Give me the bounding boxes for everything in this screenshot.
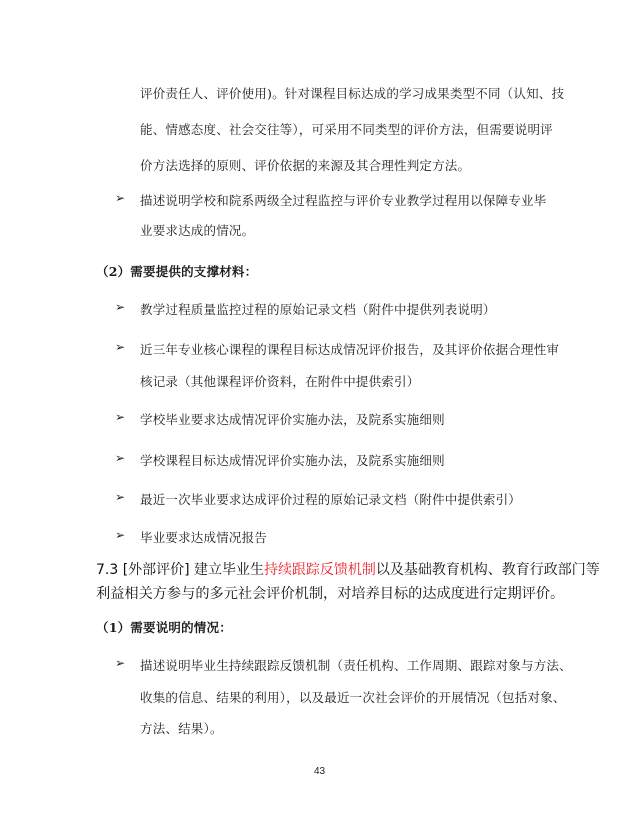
page-number: 43 (313, 766, 326, 777)
highlighted-phrase: 持续跟踪反馈机制 (263, 562, 376, 578)
section-7-3-line (96, 559, 600, 579)
list-item: 毕业要求达成情况报告 (140, 530, 268, 545)
bullet-text: 描述说明毕业生持续跟踪反馈机制（责任机构、工作周期、跟踪对象与方法、 (140, 658, 572, 673)
para-line: 能、情感态度、社会交往等），可采用不同类型的评价方法，但需要说明评 (140, 122, 553, 137)
arrow-bullet-icon: ➢ (115, 300, 126, 314)
bullet-text: 业要求达成的情况。 (140, 223, 255, 238)
para-line: 评价责任人、评价使用)。针对课程目标达成的学习成果类型不同（认知、技 (140, 86, 565, 101)
subheading-materials: （2）需要提供的支撑材料： (96, 264, 258, 279)
section-7-3-text: 以及基础教育机构、教育行政部门等 (375, 562, 600, 578)
arrow-bullet-icon: ➢ (115, 528, 126, 542)
section-7-3-line: 利益相关方参与的多元社会评价机制，对培养目标的达成度进行定期评价。 (96, 586, 565, 602)
subheading-situation: （1）需要说明的情况： (96, 620, 232, 635)
list-item: 学校课程目标达成情况评价实施办法，及院系实施细则 (140, 453, 445, 468)
arrow-bullet-icon: ➢ (115, 490, 126, 504)
section-7-3-text: 7.3 [外部评价] 建立毕业生 (96, 562, 264, 578)
list-item: 近三年专业核心课程的课程目标达成情况评价报告，及其评价依据合理性审 (140, 342, 560, 357)
bullet-text: 收集的信息、结果的利用），以及最近一次社会评价的开展情况（包括对象、 (140, 690, 566, 705)
list-item: 学校毕业要求达成情况评价实施办法，及院系实施细则 (140, 412, 445, 427)
list-item: 最近一次毕业要求达成评价过程的原始记录文档（附件中提供索引） (140, 492, 522, 507)
arrow-bullet-icon: ➢ (115, 340, 126, 354)
arrow-bullet-icon: ➢ (115, 191, 126, 205)
bullet-text: 方法、结果）。 (140, 721, 223, 736)
bullet-text: 描述说明学校和院系两级全过程监控与评价专业教学过程用以保障专业毕 (140, 193, 547, 208)
list-item: 核记录（其他课程评价资料，在附件中提供索引） (140, 374, 420, 389)
para-line: 价方法选择的原则、评价依据的来源及其合理性判定方法。 (140, 158, 471, 173)
arrow-bullet-icon: ➢ (115, 451, 126, 465)
arrow-bullet-icon: ➢ (115, 410, 126, 424)
arrow-bullet-icon: ➢ (115, 656, 126, 670)
list-item: 教学过程质量监控过程的原始记录文档（附件中提供列表说明） (140, 302, 496, 317)
